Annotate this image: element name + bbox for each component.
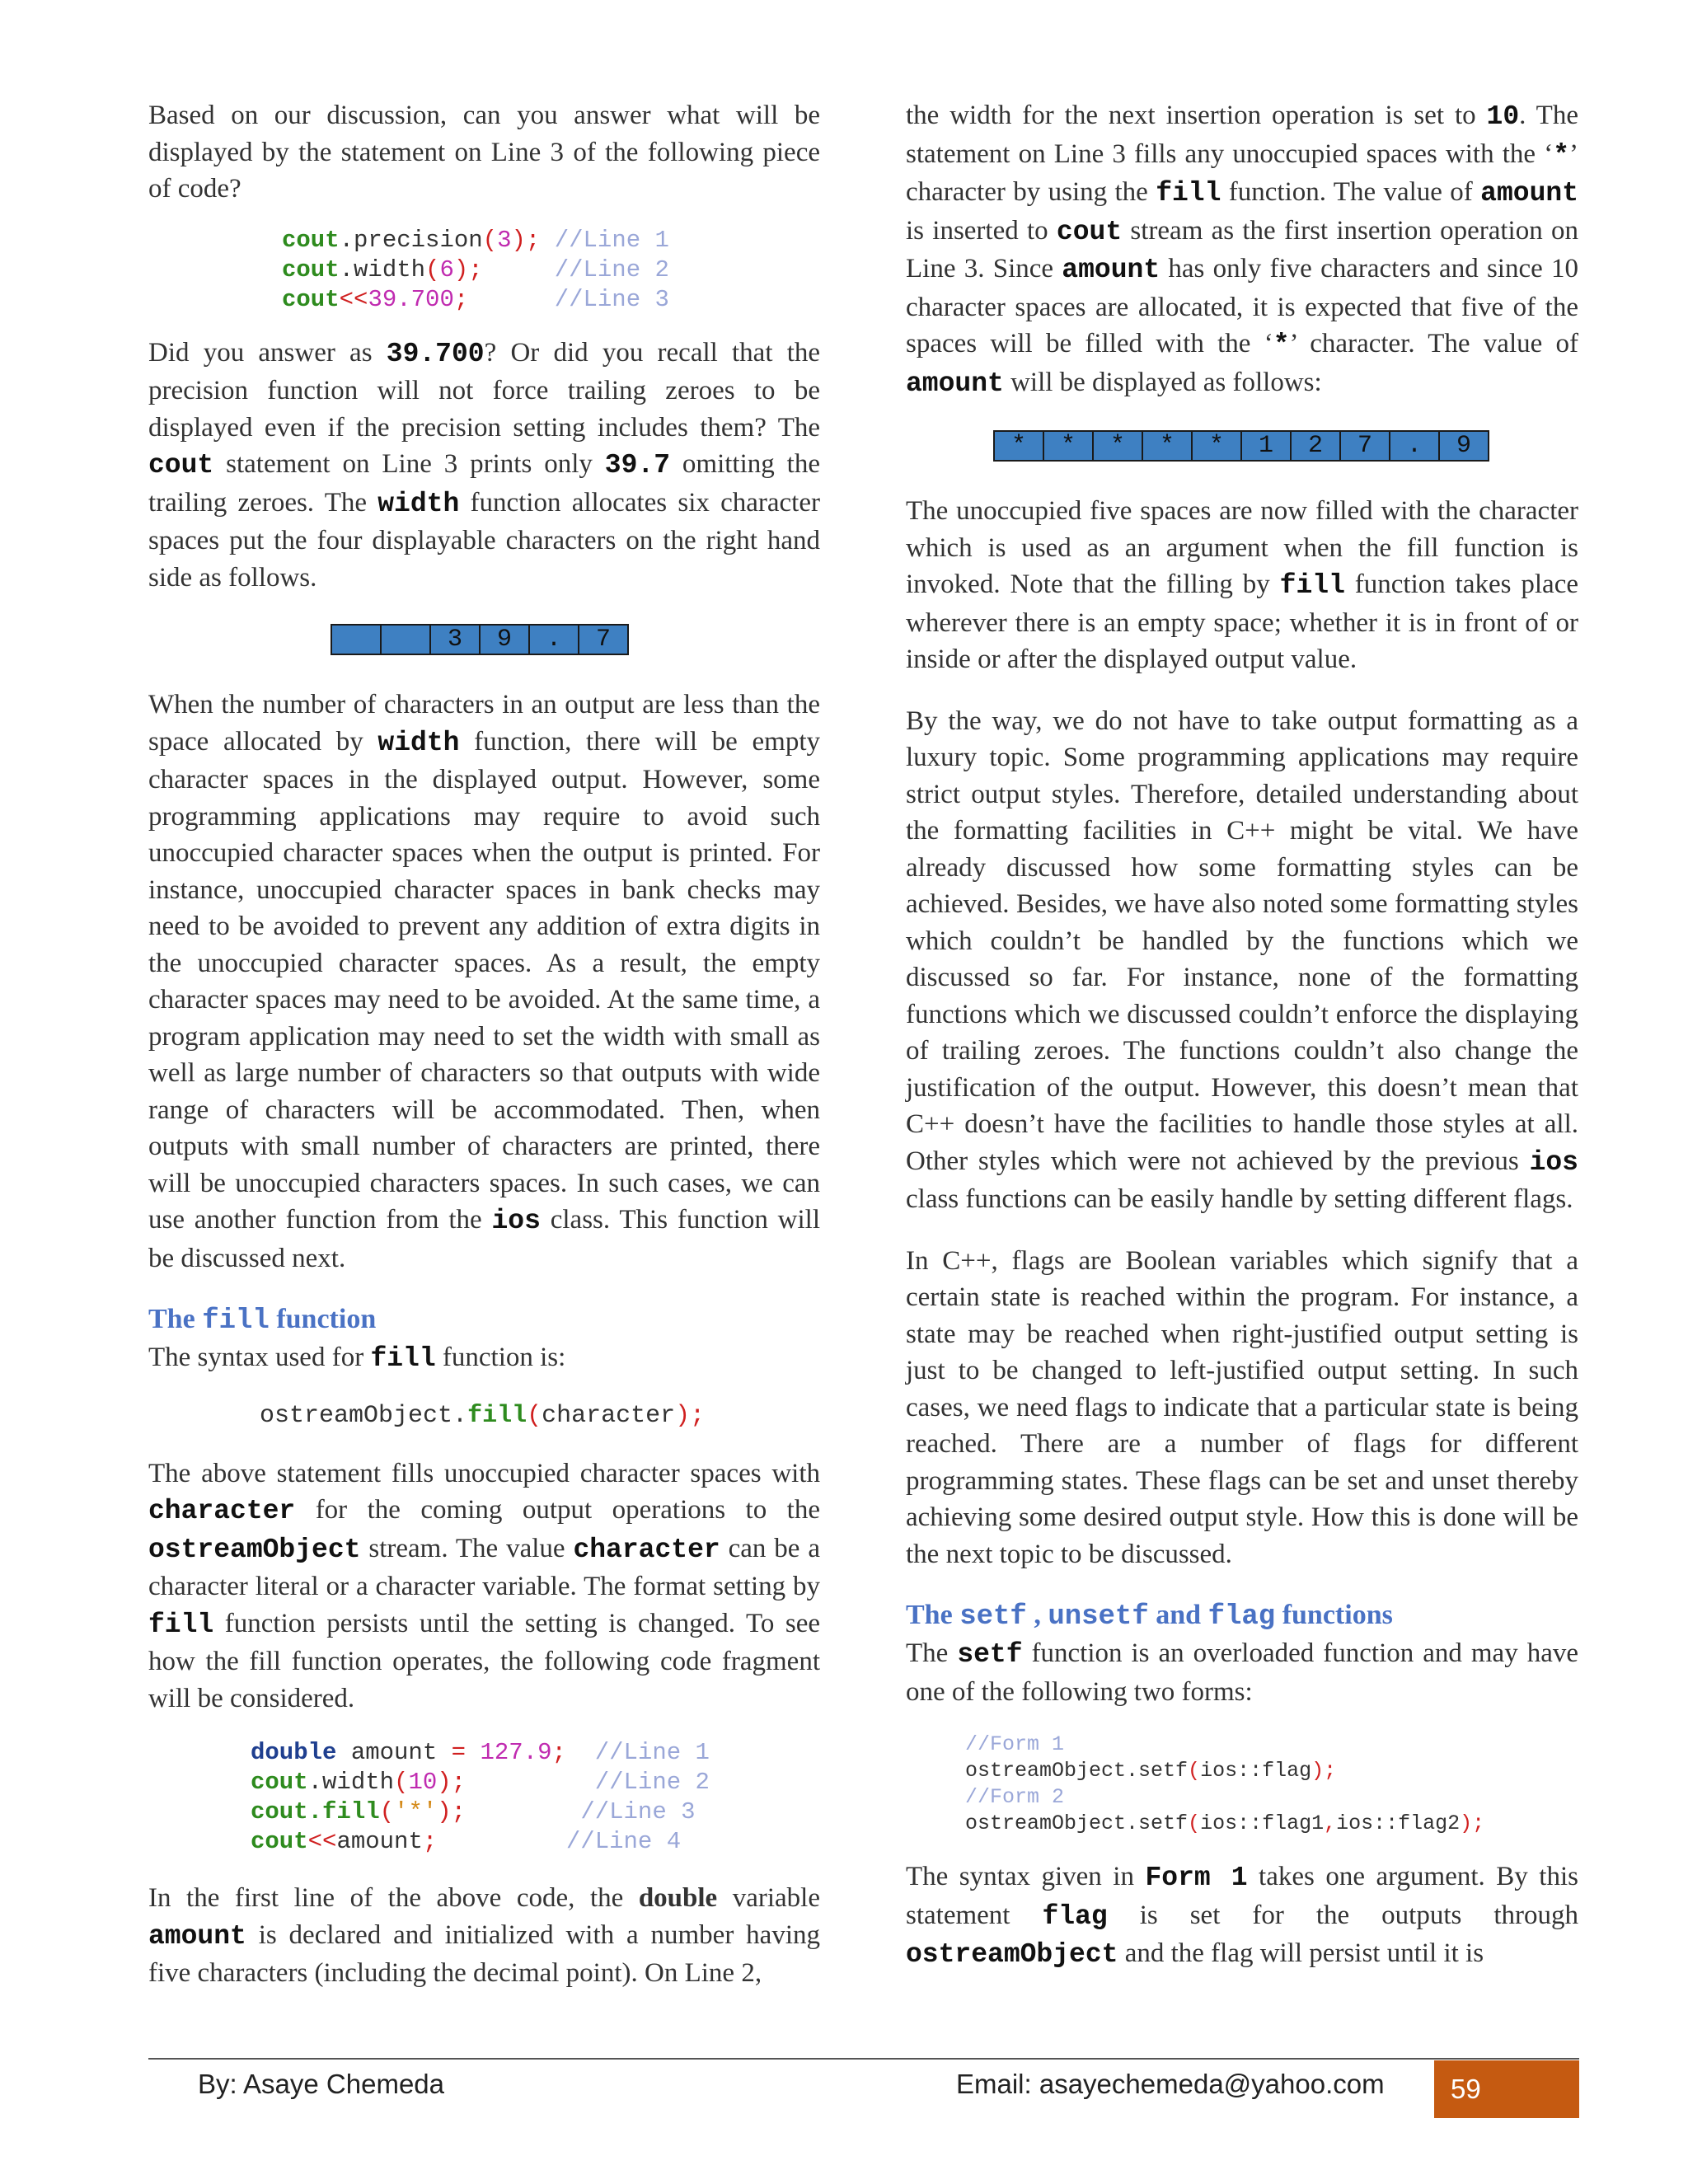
paragraph: In the first line of the above code, the double variable amount is declared and initialized with a number having five characters (including the decimal point). On Line 2, (148, 1883, 820, 1988)
output-cell: 9 (1438, 430, 1489, 462)
footer-divider (148, 2058, 1579, 2060)
output-cell: * (1191, 430, 1242, 462)
output-cells-fill (995, 430, 1578, 462)
code-block-setf-forms: //Form 1 ostreamObject.setf(ios::flag); //Form 2 ostreamObject.setf(ios::flag1,ios::flag2); (965, 1732, 1485, 1835)
paragraph: Based on our discussion, can you answer what will be displayed by the statement on Line 3 of the following piece of code? (148, 101, 820, 204)
code-block-fill-example: double amount = 127.9; //Line 1 cout.width(10); //Line 2 cout.fill('*'); //Line 3 cout<<amount; //Line 4 (251, 1739, 710, 1855)
output-cell: * (1142, 430, 1193, 462)
paragraph: the width for the next insertion operation is set to 10. The statement on Line 3 fills any unoccupied spaces with the ‘*’ character by using the fill function. The value of amount is inserted to cout stream as the first insertion operation on Line 3. Since amount has only five characters and since 10 character spaces are allocated, it is expected that five of the spaces will be filled with the ‘*’ character. The value of amount will be displayed as follows: (906, 101, 1579, 399)
output-cell: * (1092, 430, 1143, 462)
code-block-precision: cout.precision(3); //Line 1 cout.width(6); //Line 2 cout<<39.700; //Line 3 (282, 226, 669, 313)
paragraph: Did you answer as 39.700? Or did you recall that the precision function will not force trailing zeroes to be displayed even if the precision setting includes them? The cout statement on Line 3 prints only 39.7 omitting the trailing zeroes. The width function allocates six character spaces put the four displayable characters on the right hand side as follows. (148, 337, 821, 593)
paragraph: When the number of characters in an output are less than the space allocated by width function, there will be empty character spaces in the displayed output. However, some programming applications may require to avoid such unoccupied character spaces when the output is printed. For instance, unoccupied character spaces in bank checks may need to be avoided to prevent any addition of extra digits in the unoccupied character spaces. As a result, the empty character spaces may need to be avoided. At the same time, a program application may need to set the width with small as well as large number of characters so that outputs with wide range of characters will be accommodated. Then, when outputs with small number of characters are printed, there will be unoccupied characters spaces. In such cases, we can use another function from the ios class. This function will be discussed next. (148, 690, 820, 1273)
paragraph: The above statement fills unoccupied character spaces with character for the coming output operations to the ostreamObject stream. The value character can be a character literal or a character variable. The format setting by fill function persists until the setting is changed. To see how the fill function operates, the following code fragment will be considered. (148, 1458, 820, 1713)
code-block-fill-syntax: ostreamObject.fill(character); (260, 1401, 706, 1430)
output-cell: 9 (479, 624, 530, 655)
output-cell: * (993, 430, 1044, 462)
output-cells-width (332, 624, 820, 655)
paragraph: The syntax given in Form 1 takes one argument. By this statement flag is set for the outputs through ostreamObject and the flag will persist until it is (906, 1862, 1578, 1970)
output-cell (331, 624, 382, 655)
output-cell: 7 (1339, 430, 1390, 462)
output-cell: . (1389, 430, 1440, 462)
spacer (148, 1277, 820, 1301)
paragraph: By the way, we do not have to take output formatting as a luxury topic. Some programming applications may require strict output styles. Therefore, detailed understanding about the formatting facilities in C++ might be vital. We have already discussed how some formatting styles can be achieved. Besides, we have also noted some formatting styles which couldn’t be handled by the functions which we discussed so far. For instance, none of the formatting functions which we discussed couldn’t enforce the displaying of trailing zeroes. The functions couldn’t also change the justification of the output. However, this doesn’t mean that C++ doesn’t have the facilities to handle those styles at all. Other styles which were not achieved by the previous ios class functions can be easily handle by setting different flags. (906, 705, 1578, 1214)
left-column (148, 97, 820, 1992)
output-cell: * (1043, 430, 1094, 462)
right-column (906, 97, 1578, 1974)
output-cell: 3 (429, 624, 481, 655)
page-number: 59 (1434, 2060, 1579, 2118)
section-heading-setf: The setf , unsetf and flag functions (906, 1600, 1393, 1633)
paragraph: The syntax used for fill function is: (148, 1343, 566, 1374)
paragraph: In C++, flags are Boolean variables which signify that a certain state is reached within the program. For instance, a state may be reached when right-justified output setting is just to be changed to left-justified output setting. In such cases, we need flags to indicate that a particular state is being reached. There are a number of flags for different programming states. These flags can be set and unset thereby achieving some desired output style. How this is done will be the next topic to be discussed. (906, 1245, 1578, 1569)
output-cell (380, 624, 431, 655)
section-heading-fill: The fill function (148, 1304, 377, 1337)
footer-email: Email: asayechemeda@yahoo.com (956, 2069, 1385, 2099)
output-cell: 7 (578, 624, 629, 655)
spacer (906, 678, 1578, 703)
output-cell: 1 (1240, 430, 1292, 462)
paragraph: The unoccupied five spaces are now filled with the character which is used as an argument when the fill function is invoked. Note that the filling by fill function takes place wherever there is an empty space; whether it is in front of or inside or after the displayed output value. (906, 496, 1578, 674)
spacer (906, 1218, 1578, 1243)
output-cell: . (528, 624, 579, 655)
paragraph: The setf function is an overloaded function and may have one of the following two forms: (906, 1638, 1578, 1707)
spacer (906, 1572, 1578, 1597)
footer-author: By: Asaye Chemeda (198, 2069, 444, 2099)
output-cell: 2 (1290, 430, 1341, 462)
